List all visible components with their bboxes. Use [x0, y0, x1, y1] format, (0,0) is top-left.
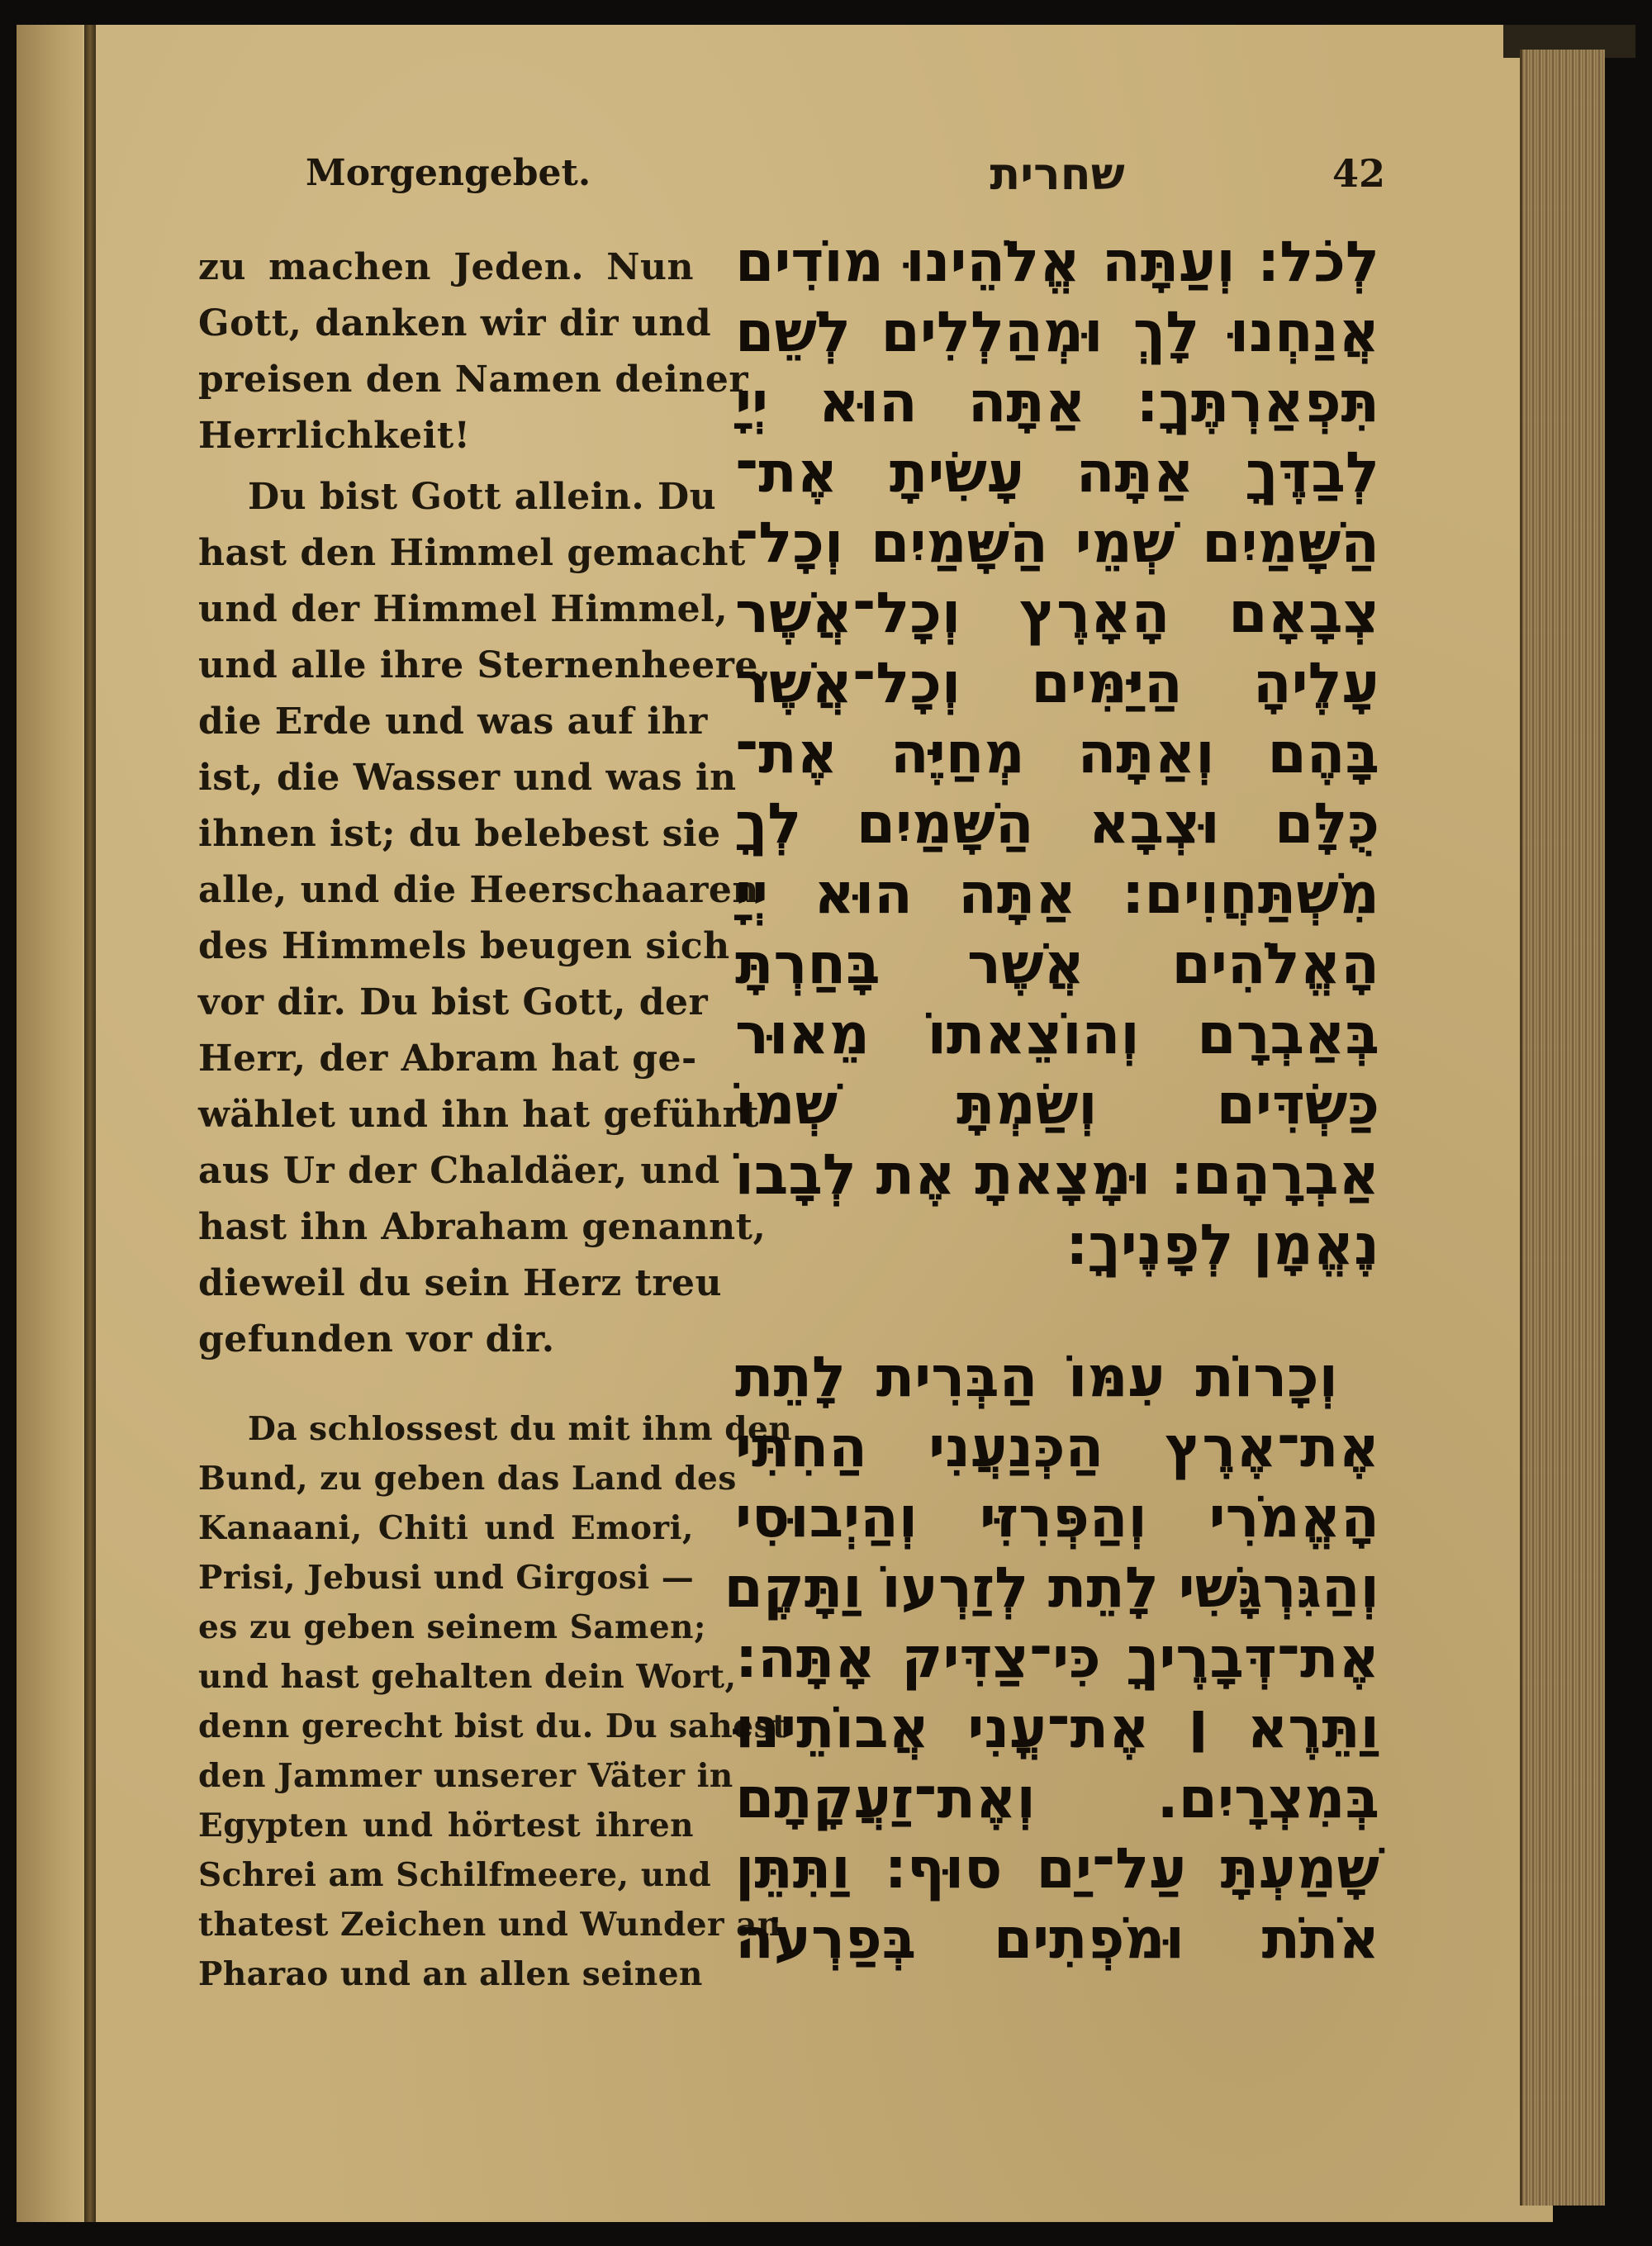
running-header-german: Morgengebet. — [306, 152, 591, 194]
hebrew-text-line: אַבְרָהָם: וּמָצָאתָ אֶת לְבָבוֹ — [734, 1142, 1379, 1208]
german-text-line: gefunden vor dir. — [198, 1318, 555, 1360]
hebrew-text-line: שָׁמַעְתָּ עַל־יַם סוּף: וַתִּתֵּן — [735, 1836, 1379, 1902]
hebrew-text-line: אֹתֹת וּמֹפְתִים בְּפַרְעֹה — [735, 1906, 1379, 1972]
hebrew-text-line: אֶת־דְּבָרֶיךָ כִּי־צַדִּיק אָתָּה: — [735, 1626, 1379, 1691]
german-text-line: und alle ihre Sternenheere, — [198, 644, 771, 686]
hebrew-text-line: תִּפְאַרְתֶּךָ: אַתָּה הוּא יְיָ — [735, 370, 1379, 435]
german-paragraph-2 — [198, 469, 771, 1368]
hebrew-text-line: בְּמִצְרָיִם. וְאֶת־זַעֲקָתָם — [735, 1766, 1379, 1831]
german-text-line: thatest Zeichen und Wunder an — [198, 1906, 781, 1944]
german-text-line: und der Himmel Himmel, — [198, 588, 729, 630]
hebrew-text-line: בָּהֶם וְאַתָּה מְחַיֶּה אֶת־ — [735, 721, 1379, 786]
german-text-line: vor dir. Du bist Gott, der — [198, 981, 709, 1023]
german-text-line: aus Ur der Chaldäer, und — [198, 1150, 720, 1192]
german-text-line: Du bist Gott allein. Du — [248, 476, 717, 518]
german-text-line: alle, und die Heerschaaren — [198, 869, 759, 911]
hebrew-text-line: בְּאַבְרָם וְהוֹצֵאתוֹ מֵאוּר — [735, 1002, 1379, 1067]
german-text-line: hast den Himmel gemacht — [198, 532, 746, 574]
german-text-line: den Jammer unserer Väter in — [198, 1757, 733, 1795]
german-paragraph-1 — [198, 240, 749, 464]
german-text-line: Schrei am Schilfmeere, und — [198, 1856, 712, 1894]
hebrew-paragraph-1 — [735, 227, 1379, 1280]
german-text-line: Kanaani, Chiti und Emori, — [198, 1509, 694, 1547]
german-text-line: Bund, zu geben das Land des — [198, 1460, 737, 1498]
hebrew-text-line: הַשָּׁמַיִם שְׁמֵי הַשָּׁמַיִם וְכָל־ — [735, 510, 1379, 576]
hebrew-text-line: כֻּלָּם וּצְבָא הַשָּׁמַיִם לְךָ — [735, 791, 1379, 857]
german-text-line: des Himmels beugen sich — [198, 925, 730, 967]
previous-page-edge — [17, 25, 83, 2222]
hebrew-text-line: וַתֵּרֶא ׀ אֶת־עֳנִי אֲבוֹתֵינוּ — [735, 1696, 1379, 1761]
german-text-line: und hast gehalten dein Wort, — [198, 1658, 737, 1696]
german-text-line: dieweil du sein Herz treu — [198, 1262, 722, 1304]
german-text-line: Pharao und an allen seinen — [198, 1955, 703, 1993]
german-text-line: ist, die Wasser und was in — [198, 757, 737, 799]
page-number: 42 — [1332, 151, 1385, 196]
book-gutter — [84, 25, 96, 2222]
hebrew-text-line: אֶת־אֶרֶץ הַכְּנַעֲנִי הַחִתִּי — [735, 1415, 1379, 1480]
german-text-line: es zu geben seinem Samen; — [198, 1608, 706, 1646]
german-text-line: Prisi, Jebusi und Girgosi — — [198, 1559, 695, 1597]
german-text-line: Da schlossest du mit ihm den — [248, 1410, 793, 1448]
german-text-line: Egypten und hörtest ihren — [198, 1807, 694, 1845]
hebrew-text-line: הָאֱמֹרִי וְהַפְּרִזִּי וְהַיְבוּסִי — [735, 1485, 1379, 1550]
german-paragraph-3 — [198, 1404, 793, 1999]
german-text-line: hast ihn Abraham genannt, — [198, 1206, 767, 1248]
hebrew-text-line: מִשְׁתַּחֲוִים: אַתָּה הוּא יְיָ — [735, 862, 1379, 927]
running-header-hebrew: שחרית — [990, 148, 1125, 200]
page-stack-edges — [1520, 50, 1605, 2206]
german-text-line: Herrlichkeit! — [198, 415, 471, 457]
german-text-line: wählet und ihn hat geführt — [198, 1094, 760, 1136]
hebrew-text-line: אֲנַחְנוּ לָךְ וּמְהַלְלִים לְשֵׁם — [735, 300, 1379, 365]
hebrew-text-line: וְכָרוֹת עִמּוֹ הַבְּרִית לָתֵת — [735, 1345, 1338, 1410]
hebrew-text-line: לְכֹל: וְעַתָּה אֱלֹהֵינוּ מוֹדִים — [735, 230, 1379, 295]
hebrew-text-line: צְבָאָם הָאָרֶץ וְכָל־אֲשֶׁר — [735, 581, 1379, 646]
hebrew-paragraph-2 — [724, 1342, 1379, 1974]
german-text-line: die Erde und was auf ihr — [198, 700, 708, 743]
hebrew-text-line: לְבַדֶּךָ אַתָּה עָשִׂיתָ אֶת־ — [735, 440, 1379, 506]
german-text-line: zu machen Jeden. Nun — [198, 246, 694, 288]
german-text-line: denn gerecht bist du. Du sahest — [198, 1707, 788, 1745]
german-text-line: Herr, der Abram hat ge- — [198, 1038, 697, 1080]
hebrew-text-line: כַּשְׂדִּים וְשַׂמְתָּ שְׁמוֹ — [735, 1072, 1379, 1137]
hebrew-text-line: נֶאֱמָן לְפָנֶיךָ: — [1066, 1213, 1379, 1278]
hebrew-text-line: הָאֱלֹהִים אֲשֶׁר בָּחַרְתָּ — [735, 932, 1379, 997]
german-text-line: ihnen ist; du belebest sie — [198, 813, 721, 855]
german-text-line: Gott, danken wir dir und — [198, 302, 712, 344]
hebrew-text-line: עָלֶיהָ הַיַּמִּים וְכָל־אֲשֶׁר — [735, 651, 1379, 716]
hebrew-text-line: וְהַגִּרְגָּשִׁי לָתֵת לְזַרְעוֹ וַתָּקֶם — [724, 1555, 1379, 1621]
german-text-line: preisen den Namen deiner — [198, 359, 749, 401]
